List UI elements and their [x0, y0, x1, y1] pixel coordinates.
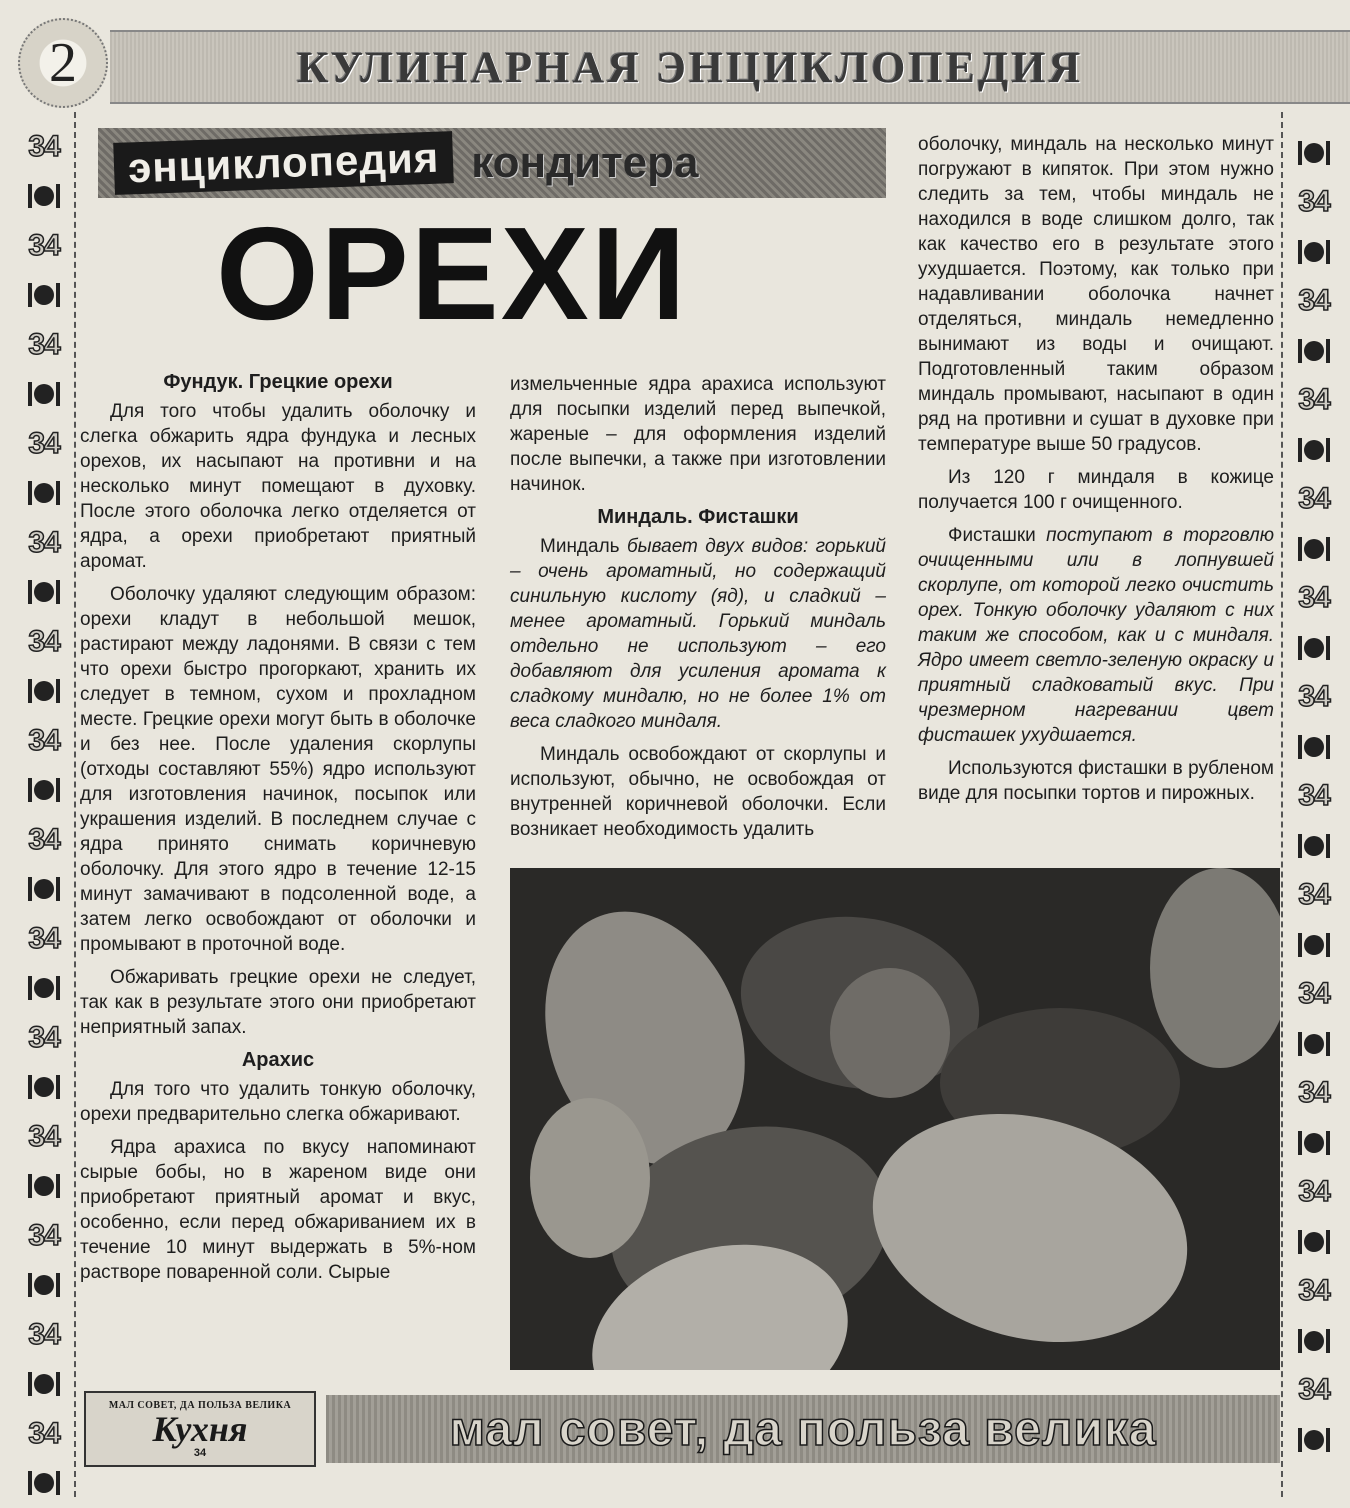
- badge-34-icon: 34: [28, 1020, 60, 1054]
- badge-34-icon: 34: [1298, 1274, 1330, 1308]
- plate-cutlery-icon: [28, 283, 60, 307]
- plate-cutlery-icon: [1298, 537, 1330, 561]
- plate-cutlery-icon: [1298, 1131, 1330, 1155]
- logo-number: 34: [193, 1446, 207, 1459]
- plate-cutlery-icon: [28, 1075, 60, 1099]
- plate-cutlery-icon: [1298, 735, 1330, 759]
- article-title: ОРЕХИ: [216, 200, 688, 347]
- paragraph: Используются фисташки в рубленом виде для посыпки тортов и пирожных.: [918, 758, 1274, 804]
- badge-34-icon: 34: [1298, 284, 1330, 318]
- badge-34-icon: 34: [28, 1416, 60, 1450]
- logo-tagline: МАЛ СОВЕТ, ДА ПОЛЬЗА ВЕЛИКА: [108, 1399, 292, 1411]
- plate-cutlery-icon: [28, 184, 60, 208]
- badge-34-icon: 34: [1298, 1076, 1330, 1110]
- badge-34-icon: 34: [28, 228, 60, 262]
- badge-34-icon: 34: [28, 1119, 60, 1153]
- left-icon-strip: [14, 122, 74, 1508]
- plate-cutlery-icon: [1298, 339, 1330, 363]
- badge-34-icon: 34: [1298, 581, 1330, 615]
- badge-34-icon: 34: [1298, 977, 1330, 1011]
- plate-cutlery-icon: [28, 1471, 60, 1495]
- logo-name: Кухня: [152, 1408, 248, 1449]
- paragraph: Для того что удалить тонкую оболочку, орехи предварительно слегка обжаривают.: [80, 1079, 476, 1125]
- plate-cutlery-icon: [28, 481, 60, 505]
- paragraph: Оболочку удаляют следующим образом: орехи кладут в небольшой мешок, растирают между ладонями. В связи с тем что орехи быстро прогоркают, хранить их следует в темном, сухом и прохладном месте. Грецкие орехи могут быть в оболочке и без нее. После удаления скорлупы (отходы составляют 55%) ядро используют для изготовления начинок, посыпок или украшения изделий. В последнем случае с ядра принято снимать коричневую оболочку. Для этого ядро в течение 12-15 минут замачивают в подсоленной воде, а затем легко освобождают от оболочки и промывают в проточной воде.: [80, 584, 476, 955]
- badge-34-icon: 34: [1298, 680, 1330, 714]
- plate-cutlery-icon: [28, 1273, 60, 1297]
- plate-cutlery-icon: [1298, 1230, 1330, 1254]
- section-title: КУЛИНАРНАЯ ЭНЦИКЛОПЕДИЯ: [296, 42, 1084, 92]
- column-3: [918, 132, 1274, 814]
- plate-cutlery-icon: [28, 580, 60, 604]
- badge-34-icon: 34: [28, 129, 60, 163]
- badge-34-icon: 34: [1298, 383, 1330, 417]
- plate-cutlery-icon: [1298, 834, 1330, 858]
- paragraph: Ядра арахиса по вкусу напоминают сырые бобы, но в жареном виде они приобретают приятный аромат и вкус, особенно, если перед обжариванием их в течение 10 минут выдержать в 5%-ном растворе поваренной соли. Сырые: [80, 1137, 476, 1283]
- term-pistachio: Фисташки: [948, 525, 1047, 546]
- italic-text: поступают в торговлю очищенными или в лопнувшей скорлупе, от которой легко очистить орех. Тонкую оболочку удаляют с них таким же способом, как и с миндаля. Ядро имеет светло-зеленую окраску и приятный сладковатый вкус. При чрезмерном нагревании цвет фисташек ухудшается.: [918, 525, 1274, 746]
- paragraph: Миндаль освобождают от скорлупы и используют, обычно, не освобождая от внутренней коричневой оболочки. Если возникает необходимость удалить: [510, 744, 886, 840]
- plate-cutlery-icon: [28, 1174, 60, 1198]
- badge-34-icon: 34: [28, 327, 60, 361]
- subheading-hazelnut: Фундук. Грецкие орехи: [163, 371, 393, 393]
- badge-34-icon: 34: [28, 1317, 60, 1351]
- rubric-part1: энциклопедия: [113, 131, 454, 195]
- right-icon-strip: [1284, 128, 1344, 1465]
- rubric-part2: кондитера: [471, 138, 699, 187]
- page-number: 2: [18, 18, 108, 108]
- footer-banner: [84, 1388, 1280, 1470]
- badge-34-icon: 34: [28, 822, 60, 856]
- rubric-banner: [98, 128, 886, 198]
- nuts-photo: [510, 868, 1280, 1370]
- badge-34-icon: 34: [28, 624, 60, 658]
- term-almond: Миндаль: [540, 536, 627, 557]
- plate-cutlery-icon: [1298, 636, 1330, 660]
- subheading-peanut: Арахис: [241, 1049, 315, 1071]
- plate-cutlery-icon: [28, 976, 60, 1000]
- section-header: [110, 30, 1350, 104]
- badge-34-icon: 34: [1298, 482, 1330, 516]
- plate-cutlery-icon: [1298, 1329, 1330, 1353]
- column-2: [510, 372, 886, 850]
- left-divider: [74, 112, 76, 1497]
- paragraph: Обжаривать грецкие орехи не следует, так как в результате этого они приобретают неприятный запах.: [80, 967, 476, 1038]
- plate-cutlery-icon: [28, 1372, 60, 1396]
- badge-34-icon: 34: [28, 723, 60, 757]
- plate-cutlery-icon: [1298, 240, 1330, 264]
- plate-cutlery-icon: [1298, 438, 1330, 462]
- paragraph: [918, 523, 1274, 748]
- badge-34-icon: 34: [28, 921, 60, 955]
- paragraph: Из 120 г миндаля в кожице получается 100 г очищенного.: [918, 467, 1274, 513]
- footer-slogan: мал совет, да польза велика: [326, 1395, 1280, 1463]
- column-1: [80, 368, 476, 1293]
- badge-34-icon: 34: [1298, 878, 1330, 912]
- plate-cutlery-icon: [1298, 141, 1330, 165]
- plate-cutlery-icon: [28, 778, 60, 802]
- paragraph: оболочку, миндаль на несколько минут погружают в кипяток. При этом нужно следить за тем, чтобы миндаль не находился в воде слишком долго, так как качество его в результате этого ухудшается. Поэтому, как только при надавливании оболочка начнет отделяться, миндаль немедленно вынимают из воды и очищают. Подготовленный таким образом миндаль промывают, насыпают в один ряд на противни и сушат в духовке при температуре выше 50 градусов.: [918, 134, 1274, 455]
- italic-text: бывает двух видов: горький – очень ароматный, но содержащий синильную кислоту (яд), и сладкий – менее ароматный. Горький миндаль отдельно не используют – его добавляют для усиления аромата к сладкому миндалю, но не более 1% от веса сладкого миндаля.: [510, 536, 886, 732]
- kukhnya-logo: [84, 1391, 316, 1467]
- badge-34-icon: 34: [28, 1218, 60, 1252]
- badge-34-icon: 34: [28, 426, 60, 460]
- paragraph: Для того чтобы удалить оболочку и слегка обжарить ядра фундука и лесных орехов, их насыпают на противни и на несколько минут помещают в духовку. После этого оболочка легко отделяется от ядра, а орехи приобретают приятный аромат.: [80, 401, 476, 572]
- plate-cutlery-icon: [28, 382, 60, 406]
- plate-cutlery-icon: [1298, 933, 1330, 957]
- plate-cutlery-icon: [28, 877, 60, 901]
- subheading-almond: Миндаль. Фисташки: [597, 506, 799, 528]
- plate-cutlery-icon: [1298, 1032, 1330, 1056]
- badge-34-icon: 34: [28, 525, 60, 559]
- plate-cutlery-icon: [1298, 1428, 1330, 1452]
- paragraph: измельченные ядра арахиса используют для посыпки изделий перед выпечкой, жареные – для оформления изделий после выпечки, а также при изготовлении начинок.: [510, 374, 886, 495]
- badge-34-icon: 34: [1298, 185, 1330, 219]
- right-divider: [1281, 112, 1283, 1497]
- plate-cutlery-icon: [28, 679, 60, 703]
- paragraph: [510, 534, 886, 734]
- badge-34-icon: 34: [1298, 1373, 1330, 1407]
- badge-34-icon: 34: [1298, 1175, 1330, 1209]
- badge-34-icon: 34: [1298, 779, 1330, 813]
